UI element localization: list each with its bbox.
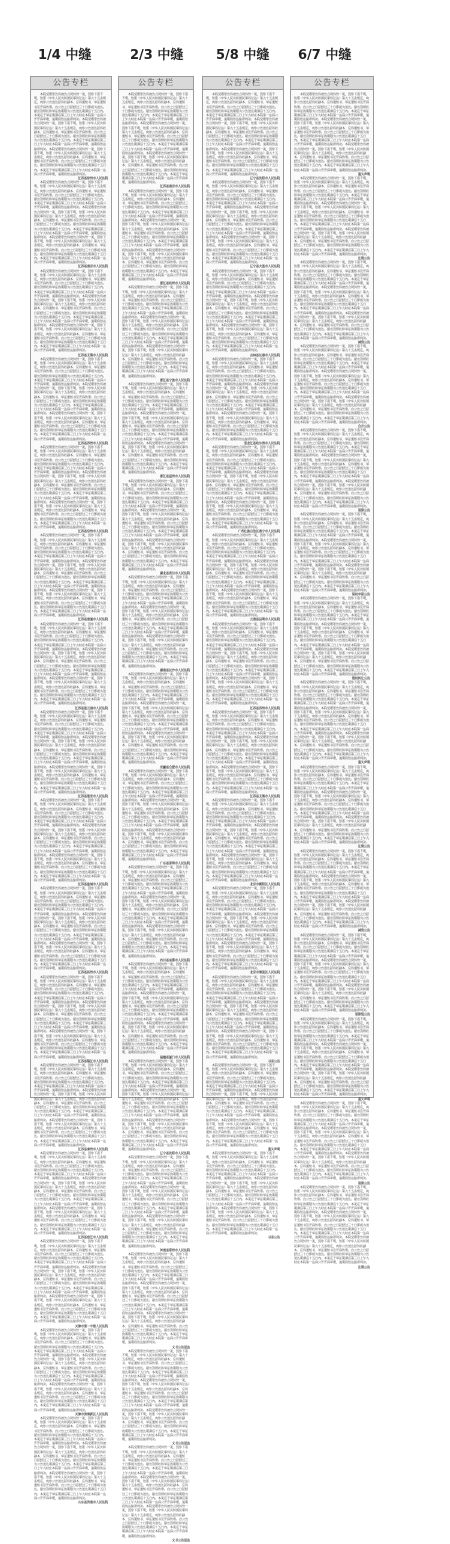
- notice-paragraph: 遗失声明: [357, 171, 370, 176]
- notice-text: 本院受理原告诉被告合同纠纷一案，因你下落不明，依照《中华人民共和国民事诉讼法》第九十五条规定，向你公告送达起诉状副本、应诉通知书、举证通知书及开庭传票。自公告之日起经过三十日即视为送达。提出答辩状和举证的期限为公告送达期满后十五日内。本案定于举证期满后第三日上午九时在本院第一法庭公开开庭审理，逾期将依法缺席判决。本院受理原告诉被告合同纠纷一案，因你下落不明，依照《中华人民共和国民事诉讼法》第九十五条规定，向你公告送达起诉状副本、应诉通知书、举证通知书及开庭传票。自公告之日起经过三十日即视为送达。提出答辩状和举证的期限为公告送达期满后十五日内。本案定于举证期满后第三日上午九时在本院第一法庭公开开庭审理，逾期将依法缺席判决。本院受理原告诉被告合同纠纷一案，因你下落不明，依照《中华人民共和国民事诉讼法》第九十五条规定，向你公告送达起诉状副本、应诉通知书、举证通知书及开庭传票。自公告之日起经过三十日即视为送达。提出答辩状和举证的期限为公告送达期满后十五日内。本案定于举证期满后第三日上午九时在本院第一法庭公开开庭审理，逾期将依法缺席判决。: [34, 709, 107, 794]
- notice-paragraph: 遗失声明: [357, 1096, 370, 1101]
- notice-paragraph: 寻亲公告: [267, 1235, 280, 1240]
- notice-paragraph: 江苏省盐城市人民法院: [77, 882, 108, 887]
- notice-paragraph: 浙江省杭州市人民法院: [159, 281, 190, 286]
- notice-text: 本院受理原告诉被告合同纠纷一案，因你下落不明，依照《中华人民共和国民事诉讼法》第九十五条规定，向你公告送达起诉状副本、应诉通知书、举证通知书及开庭传票。自公告之日起经过三十日即视为送达。提出答辩状和举证的期限为公告送达期满后十五日内。本案定于举证期满后第三日上午九时在本院第一法庭公开开庭审理，逾期将依法缺席判决。本院受理原告诉被告合同纠纷一案，因你下落不明，依照《中华人民共和国民事诉讼法》第九十五条规定，向你公告送达起诉状副本、应诉通知书、举证通知书及开庭传票。自公告之日起经过三十日即视为送达。提出答辩状和举证的期限为公告送达期满后十五日内。本案定于举证期满后第三日上午九时在本院第一法庭公开开庭审理，逾期将依法缺席判决。本院受理原告诉被告合同纠纷一案，因你下落不明，依照《中华人民共和国民事诉讼法》第九十五条规定，向你公告送达起诉状副本、应诉通知书、举证通知书及开庭传票。自公告之日起经过三十日即视为送达。提出答辩状和举证的期限为公告送达期满后十五日内。本案定于举证期满后第三日上午九时在本院第一法庭公开开庭审理，逾期将依法缺席判决。: [294, 1016, 370, 1097]
- notice-text: 本院受理原告诉被告合同纠纷一案，因你下落不明，依照《中华人民共和国民事诉讼法》第九十五条规定，向你公告送达起诉状副本、应诉通知书、举证通知书及开庭传票。自公告之日起经过三十日即视为送达。提出答辩状和举证的期限为公告送达期满后十五日内。本案定于举证期满后第三日上午九时在本院第一法庭公开开庭审理，逾期将依法缺席判决。本院受理原告诉被告合同纠纷一案，因你下落不明，依照《中华人民共和国民事诉讼法》第九十五条规定，向你公告送达起诉状副本、应诉通知书、举证通知书及开庭传票。自公告之日起经过三十日即视为送达。提出答辩状和举证的期限为公告送达期满后十五日内。本案定于举证期满后第三日上午九时在本院第一法庭公开开庭审理，逾期将依法缺席判决。本院受理原告诉被告合同纠纷一案，因你下落不明，依照《中华人民共和国民事诉讼法》第九十五条规定，向你公告送达起诉状副本、应诉通知书、举证通知书及开庭传票。自公告之日起经过三十日即视为送达。提出答辩状和举证的期限为公告送达期满后十五日内。本案定于举证期满后第三日上午九时在本院第一法庭公开开庭审理，逾期将依法缺席判决。: [294, 1100, 370, 1181]
- notice-paragraph: 遗失声明: [267, 1146, 280, 1151]
- notice-text: 本院受理原告诉被告合同纠纷一案，因你下落不明，依照《中华人民共和国民事诉讼法》第九十五条规定，向你公告送达起诉状副本、应诉通知书、举证通知书及开庭传票。自公告之日起经过三十日即视为送达。提出答辩状和举证的期限为公告送达期满后十五日内。本案定于举证期满后第三日上午九时在本院第一法庭公开开庭审理，逾期将依法缺席判决。本院受理原告诉被告合同纠纷一案，因你下落不明，依照《中华人民共和国民事诉讼法》第九十五条规定，向你公告送达起诉状副本、应诉通知书、举证通知书及开庭传票。自公告之日起经过三十日即视为送达。提出答辩状和举证的期限为公告送达期满后十五日内。本案定于举证期满后第三日上午九时在本院第一法庭公开开庭审理，逾期将依法缺席判决。本院受理原告诉被告合同纠纷一案，因你下落不明，依照《中华人民共和国民事诉讼法》第九十五条规定，向你公告送达起诉状副本、应诉通知书、举证通知书及开庭传票。自公告之日起经过三十日即视为送达。提出答辩状和举证的期限为公告送达期满后十五日内。本案定于举证期满后第三日上午九时在本院第一法庭公开开庭审理，逾期将依法缺席判决。: [294, 428, 370, 508]
- notice-paragraph: 清算公告: [357, 1180, 370, 1185]
- notice-paragraph: 江苏省镇江市人民法院: [77, 1058, 108, 1063]
- column-body: [119, 90, 193, 1544]
- notice-text: 本院受理原告诉被告合同纠纷一案，因你下落不明，依照《中华人民共和国民事诉讼法》第九十五条规定，向你公告送达起诉状副本、应诉通知书、举证通知书及开庭传票。自公告之日起经过三十日即视为送达。提出答辩状和举证的期限为公告送达期满后十五日内。本案定于举证期满后第三日上午九时在本院第一法庭公开开庭审理，逾期将依法缺席判决。本院受理原告诉被告合同纠纷一案，因你下落不明，依照《中华人民共和国民事诉讼法》第九十五条规定，向你公告送达起诉状副本、应诉通知书、举证通知书及开庭传票。自公告之日起经过三十日即视为送达。提出答辩状和举证的期限为公告送达期满后十五日内。本案定于举证期满后第三日上午九时在本院第一法庭公开开庭审理，逾期将依法缺席判决。本院受理原告诉被告合同纠纷一案，因你下落不明，依照《中华人民共和国民事诉讼法》第九十五条规定，向你公告送达起诉状副本、应诉通知书、举证通知书及开庭传票。自公告之日起经过三十日即视为送达。提出答辩状和举证的期限为公告送达期满后十五日内。本案定于举证期满后第三日上午九时在本院第一法庭公开开庭审理，逾期将依法缺席判决。: [122, 92, 190, 185]
- notice-paragraph: 辽宁省沈阳市人民法院: [159, 1151, 190, 1156]
- notice-text: 本院受理原告诉被告合同纠纷一案，因你下落不明，依照《中华人民共和国民事诉讼法》第九十五条规定，向你公告送达起诉状副本、应诉通知书、举证通知书及开庭传票。自公告之日起经过三十日即视为送达。提出答辩状和举证的期限为公告送达期满后十五日内。本案定于举证期满后第三日上午九时在本院第一法庭公开开庭审理，逾期将依法缺席判决。本院受理原告诉被告合同纠纷一案，因你下落不明，依照《中华人民共和国民事诉讼法》第九十五条规定，向你公告送达起诉状副本、应诉通知书、举证通知书及开庭传票。自公告之日起经过三十日即视为送达。提出答辩状和举证的期限为公告送达期满后十五日内。本案定于举证期满后第三日上午九时在本院第一法庭公开开庭审理，逾期将依法缺席判决。本院受理原告诉被告合同纠纷一案，因你下落不明，依照《中华人民共和国民事诉讼法》第九十五条规定，向你公告送达起诉状副本、应诉通知书、举证通知书及开庭传票。自公告之日起经过三十日即视为送达。提出答辩状和举证的期限为公告送达期满后十五日内。本案定于举证期满后第三日上午九时在本院第一法庭公开开庭审理，逾期将依法缺席判决。: [206, 974, 279, 1059]
- column-title-4: 6/7 中缝: [298, 48, 352, 63]
- notice-paragraph: 江苏省无锡市人民法院: [249, 793, 280, 798]
- notice-text: 本院受理原告诉被告合同纠纷一案，因你下落不明，依照《中华人民共和国民事诉讼法》第九十五条规定，向你公告送达起诉状副本、应诉通知书、举证通知书及开庭传票。自公告之日起经过三十日即视为送达。提出答辩状和举证的期限为公告送达期满后十五日内。本案定于举证期满后第三日上午九时在本院第一法庭公开开庭审理，逾期将依法缺席判决。本院受理原告诉被告合同纠纷一案，因你下落不明，依照《中华人民共和国民事诉讼法》第九十五条规定，向你公告送达起诉状副本、应诉通知书、举证通知书及开庭传票。自公告之日起经过三十日即视为送达。提出答辩状和举证的期限为公告送达期满后十五日内。本案定于举证期满后第三日上午九时在本院第一法庭公开开庭审理，逾期将依法缺席判决。本院受理原告诉被告合同纠纷一案，因你下落不明，依照《中华人民共和国民事诉讼法》第九十五条规定，向你公告送达起诉状副本、应诉通知书、举证通知书及开庭传票。自公告之日起经过三十日即视为送达。提出答辩状和举证的期限为公告送达期满后十五日内。本案定于举证期满后第三日上午九时在本院第一法庭公开开庭审理，逾期将依法缺席判决。: [34, 621, 107, 706]
- notice-paragraph: 江苏省连云港市人民法院: [74, 705, 108, 710]
- notice-column-3: [202, 76, 284, 1240]
- notice-text: 本院受理原告诉被告合同纠纷一案，因你下落不明，依照《中华人民共和国民事诉讼法》第九十五条规定，向你公告送达起诉状副本、应诉通知书、举证通知书及开庭传票。自公告之日起经过三十日即视为送达。提出答辩状和举证的期限为公告送达期满后十五日内。本案定于举证期满后第三日上午九时在本院第一法庭公开开庭审理，逾期将依法缺席判决。本院受理原告诉被告合同纠纷一案，因你下落不明，依照《中华人民共和国民事诉讼法》第九十五条规定，向你公告送达起诉状副本、应诉通知书、举证通知书及开庭传票。自公告之日起经过三十日即视为送达。提出答辩状和举证的期限为公告送达期满后十五日内。本案定于举证期满后第三日上午九时在本院第一法庭公开开庭审理，逾期将依法缺席判决。本院受理原告诉被告合同纠纷一案，因你下落不明，依照《中华人民共和国民事诉讼法》第九十五条规定，向你公告送达起诉状副本、应诉通知书、举证通知书及开庭传票。自公告之日起经过三十日即视为送达。提出答辩状和举证的期限为公告送达期满后十五日内。本案定于举证期满后第三日上午九时在本院第一法庭公开开庭审理，逾期将依法缺席判决。: [206, 798, 279, 882]
- notice-paragraph: 江苏省常州市人民法院: [77, 529, 108, 534]
- notice-text: 本院受理原告诉被告合同纠纷一案，因你下落不明，依照《中华人民共和国民事诉讼法》第九十五条规定，向你公告送达起诉状副本、应诉通知书、举证通知书及开庭传票。自公告之日起经过三十日即视为送达。提出答辩状和举证的期限为公告送达期满后十五日内。本案定于举证期满后第三日上午九时在本院第一法庭公开开庭审理，逾期将依法缺席判决。本院受理原告诉被告合同纠纷一案，因你下落不明，依照《中华人民共和国民事诉讼法》第九十五条规定，向你公告送达起诉状副本、应诉通知书、举证通知书及开庭传票。自公告之日起经过三十日即视为送达。提出答辩状和举证的期限为公告送达期满后十五日内。本案定于举证期满后第三日上午九时在本院第一法庭公开开庭审理，逾期将依法缺席判决。本院受理原告诉被告合同纠纷一案，因你下落不明，依照《中华人民共和国民事诉讼法》第九十五条规定，向你公告送达起诉状副本、应诉通知书、举证通知书及开庭传票。自公告之日起经过三十日即视为送达。提出答辩状和举证的期限为公告送达期满后十五日内。本案定于举证期满后第三日上午九时在本院第一法庭公开开庭审理，逾期将依法缺席判决。: [206, 709, 279, 794]
- notice-text: 本院受理原告诉被告合同纠纷一案，因你下落不明，依照《中华人民共和国民事诉讼法》第九十五条规定，向你公告送达起诉状副本、应诉通知书、举证通知书及开庭传票。自公告之日起经过三十日即视为送达。提出答辩状和举证的期限为公告送达期满后十五日内。本案定于举证期满后第三日上午九时在本院第一法庭公开开庭审理，逾期将依法缺席判决。本院受理原告诉被告合同纠纷一案，因你下落不明，依照《中华人民共和国民事诉讼法》第九十五条规定，向你公告送达起诉状副本、应诉通知书、举证通知书及开庭传票。自公告之日起经过三十日即视为送达。提出答辩状和举证的期限为公告送达期满后十五日内。本案定于举证期满后第三日上午九时在本院第一法庭公开开庭审理，逾期将依法缺席判决。本院受理原告诉被告合同纠纷一案，因你下落不明，依照《中华人民共和国民事诉讼法》第九十五条规定，向你公告送达起诉状副本、应诉通知书、举证通知书及开庭传票。自公告之日起经过三十日即视为送达。提出答辩状和举证的期限为公告送达期满后十五日内。本案定于举证期满后第三日上午九时在本院第一法庭公开开庭审理，逾期将依法缺席判决。: [294, 596, 370, 677]
- notice-text: 本院受理原告诉被告合同纠纷一案，因你下落不明，依照《中华人民共和国民事诉讼法》第九十五条规定，向你公告送达起诉状副本、应诉通知书、举证通知书及开庭传票。自公告之日起经过三十日即视为送达。提出答辩状和举证的期限为公告送达期满后十五日内。本案定于举证期满后第三日上午九时在本院第一法庭公开开庭审理，逾期将依法缺席判决。本院受理原告诉被告合同纠纷一案，因你下落不明，依照《中华人民共和国民事诉讼法》第九十五条规定，向你公告送达起诉状副本、应诉通知书、举证通知书及开庭传票。自公告之日起经过三十日即视为送达。提出答辩状和举证的期限为公告送达期满后十五日内。本案定于举证期满后第三日上午九时在本院第一法庭公开开庭审理，逾期将依法缺席判决。本院受理原告诉被告合同纠纷一案，因你下落不明，依照《中华人民共和国民事诉讼法》第九十五条规定，向你公告送达起诉状副本、应诉通知书、举证通知书及开庭传票。自公告之日起经过三十日即视为送达。提出答辩状和举证的期限为公告送达期满后十五日内。本案定于举证期满后第三日上午九时在本院第一法庭公开开庭审理，逾期将依法缺席判决。: [34, 533, 107, 618]
- notice-paragraph: 黑龙江省哈尔滨市人民法院: [243, 440, 280, 445]
- notice-paragraph: 山东省济南市人民法院: [77, 1500, 108, 1505]
- notice-text: 本院受理原告诉被告合同纠纷一案，因你下落不明，依照《中华人民共和国民事诉讼法》第九十五条规定，向你公告送达起诉状副本、应诉通知书、举证通知书及开庭传票。自公告之日起经过三十日即视为送达。提出答辩状和举证的期限为公告送达期满后十五日内。本案定于举证期满后第三日上午九时在本院第一法庭公开开庭审理，逾期将依法缺席判决。本院受理原告诉被告合同纠纷一案，因你下落不明，依照《中华人民共和国民事诉讼法》第九十五条规定，向你公告送达起诉状副本、应诉通知书、举证通知书及开庭传票。自公告之日起经过三十日即视为送达。提出答辩状和举证的期限为公告送达期满后十五日内。本案定于举证期满后第三日上午九时在本院第一法庭公开开庭审理，逾期将依法缺席判决。本院受理原告诉被告合同纠纷一案，因你下落不明，依照《中华人民共和国民事诉讼法》第九十五条规定，向你公告送达起诉状副本、应诉通知书、举证通知书及开庭传票。自公告之日起经过三十日即视为送达。提出答辩状和举证的期限为公告送达期满后十五日内。本案定于举证期满后第三日上午九时在本院第一法庭公开开庭审理，逾期将依法缺席判决。: [34, 1415, 107, 1500]
- notice-text: 本院受理原告诉被告合同纠纷一案，因你下落不明，依照《中华人民共和国民事诉讼法》第九十五条规定，向你公告送达起诉状副本、应诉通知书、举证通知书及开庭传票。自公告之日起经过三十日即视为送达。提出答辩状和举证的期限为公告送达期满后十五日内。本案定于举证期满后第三日上午九时在本院第一法庭公开开庭审理，逾期将依法缺席判决。本院受理原告诉被告合同纠纷一案，因你下落不明，依照《中华人民共和国民事诉讼法》第九十五条规定，向你公告送达起诉状副本、应诉通知书、举证通知书及开庭传票。自公告之日起经过三十日即视为送达。提出答辩状和举证的期限为公告送达期满后十五日内。本案定于举证期满后第三日上午九时在本院第一法庭公开开庭审理，逾期将依法缺席判决。本院受理原告诉被告合同纠纷一案，因你下落不明，依照《中华人民共和国民事诉讼法》第九十五条规定，向你公告送达起诉状副本、应诉通知书、举证通知书及开庭传票。自公告之日起经过三十日即视为送达。提出答辩状和举证的期限为公告送达期满后十五日内。本案定于举证期满后第三日上午九时在本院第一法庭公开开庭审理，逾期将依法缺席判决。: [122, 575, 190, 668]
- notice-text: 本院受理原告诉被告合同纠纷一案，因你下落不明，依照《中华人民共和国民事诉讼法》第九十五条规定，向你公告送达起诉状副本、应诉通知书、举证通知书及开庭传票。自公告之日起经过三十日即视为送达。提出答辩状和举证的期限为公告送达期满后十五日内。本案定于举证期满后第三日上午九时在本院第一法庭公开开庭审理，逾期将依法缺席判决。本院受理原告诉被告合同纠纷一案，因你下落不明，依照《中华人民共和国民事诉讼法》第九十五条规定，向你公告送达起诉状副本、应诉通知书、举证通知书及开庭传票。自公告之日起经过三十日即视为送达。提出答辩状和举证的期限为公告送达期满后十五日内。本案定于举证期满后第三日上午九时在本院第一法庭公开开庭审理，逾期将依法缺席判决。本院受理原告诉被告合同纠纷一案，因你下落不明，依照《中华人民共和国民事诉讼法》第九十五条规定，向你公告送达起诉状副本、应诉通知书、举证通知书及开庭传票。自公告之日起经过三十日即视为送达。提出答辩状和举证的期限为公告送达期满后十五日内。本案定于举证期满后第三日上午九时在本院第一法庭公开开庭审理，逾期将依法缺席判决。: [122, 865, 190, 958]
- column-title-1: 1/4 中缝: [38, 48, 92, 63]
- notice-text: 本院受理原告诉被告合同纠纷一案，因你下落不明，依照《中华人民共和国民事诉讼法》第九十五条规定，向你公告送达起诉状副本、应诉通知书、举证通知书及开庭传票。自公告之日起经过三十日即视为送达。提出答辩状和举证的期限为公告送达期满后十五日内。本案定于举证期满后第三日上午九时在本院第一法庭公开开庭审理，逾期将依法缺席判决。本院受理原告诉被告合同纠纷一案，因你下落不明，依照《中华人民共和国民事诉讼法》第九十五条规定，向你公告送达起诉状副本、应诉通知书、举证通知书及开庭传票。自公告之日起经过三十日即视为送达。提出答辩状和举证的期限为公告送达期满后十五日内。本案定于举证期满后第三日上午九时在本院第一法庭公开开庭审理，逾期将依法缺席判决。本院受理原告诉被告合同纠纷一案，因你下落不明，依照《中华人民共和国民事诉讼法》第九十五条规定，向你公告送达起诉状副本、应诉通知书、举证通知书及开庭传票。自公告之日起经过三十日即视为送达。提出答辩状和举证的期限为公告送达期满后十五日内。本案定于举证期满后第三日上午九时在本院第一法庭公开开庭审理，逾期将依法缺席判决。: [122, 382, 190, 475]
- notice-text: 本院受理原告诉被告合同纠纷一案，因你下落不明，依照《中华人民共和国民事诉讼法》第九十五条规定，向你公告送达起诉状副本、应诉通知书、举证通知书及开庭传票。自公告之日起经过三十日即视为送达。提出答辩状和举证的期限为公告送达期满后十五日内。本案定于举证期满后第三日上午九时在本院第一法庭公开开庭审理，逾期将依法缺席判决。本院受理原告诉被告合同纠纷一案，因你下落不明，依照《中华人民共和国民事诉讼法》第九十五条规定，向你公告送达起诉状副本、应诉通知书、举证通知书及开庭传票。自公告之日起经过三十日即视为送达。提出答辩状和举证的期限为公告送达期满后十五日内。本案定于举证期满后第三日上午九时在本院第一法庭公开开庭审理，逾期将依法缺席判决。本院受理原告诉被告合同纠纷一案，因你下落不明，依照《中华人民共和国民事诉讼法》第九十五条规定，向你公告送达起诉状副本、应诉通知书、举证通知书及开庭传票。自公告之日起经过三十日即视为送达。提出答辩状和举证的期限为公告送达期满后十五日内。本案定于举证期满后第三日上午九时在本院第一法庭公开开庭审理，逾期将依法缺席判决。: [206, 533, 279, 618]
- notice-paragraph: 减资公告: [357, 339, 370, 344]
- notice-paragraph: 北京市朝阳区人民法院: [249, 882, 280, 887]
- notice-paragraph: 清算公告: [357, 508, 370, 513]
- notice-text: 本院受理原告诉被告合同纠纷一案，因你下落不明，依照《中华人民共和国民事诉讼法》第九十五条规定，向你公告送达起诉状副本、应诉通知书、举证通知书及开庭传票。自公告之日起经过三十日即视为送达。提出答辩状和举证的期限为公告送达期满后十五日内。本案定于举证期满后第三日上午九时在本院第一法庭公开开庭审理，逾期将依法缺席判决。本院受理原告诉被告合同纠纷一案，因你下落不明，依照《中华人民共和国民事诉讼法》第九十五条规定，向你公告送达起诉状副本、应诉通知书、举证通知书及开庭传票。自公告之日起经过三十日即视为送达。提出答辩状和举证的期限为公告送达期满后十五日内。本案定于举证期满后第三日上午九时在本院第一法庭公开开庭审理，逾期将依法缺席判决。本院受理原告诉被告合同纠纷一案，因你下落不明，依照《中华人民共和国民事诉讼法》第九十五条规定，向你公告送达起诉状副本、应诉通知书、举证通知书及开庭传票。自公告之日起经过三十日即视为送达。提出答辩状和举证的期限为公告送达期满后十五日内。本案定于举证期满后第三日上午九时在本院第一法庭公开开庭审理，逾期将依法缺席判决。: [294, 680, 370, 761]
- notice-text: 本院受理原告诉被告合同纠纷一案，因你下落不明，依照《中华人民共和国民事诉讼法》第九十五条规定，向你公告送达起诉状副本、应诉通知书、举证通知书及开庭传票。自公告之日起经过三十日即视为送达。提出答辩状和举证的期限为公告送达期满后十五日内。本案定于举证期满后第三日上午九时在本院第一法庭公开开庭审理，逾期将依法缺席判决。本院受理原告诉被告合同纠纷一案，因你下落不明，依照《中华人民共和国民事诉讼法》第九十五条规定，向你公告送达起诉状副本、应诉通知书、举证通知书及开庭传票。自公告之日起经过三十日即视为送达。提出答辩状和举证的期限为公告送达期满后十五日内。本案定于举证期满后第三日上午九时在本院第一法庭公开开庭审理，逾期将依法缺席判决。本院受理原告诉被告合同纠纷一案，因你下落不明，依照《中华人民共和国民事诉讼法》第九十五条规定，向你公告送达起诉状副本、应诉通知书、举证通知书及开庭传票。自公告之日起经过三十日即视为送达。提出答辩状和举证的期限为公告送达期满后十五日内。本案定于举证期满后第三日上午九时在本院第一法庭公开开庭审理，逾期将依法缺席判决。: [122, 285, 190, 378]
- notice-text: 本院受理原告诉被告合同纠纷一案，因你下落不明，依照《中华人民共和国民事诉讼法》第九十五条规定，向你公告送达起诉状副本、应诉通知书、举证通知书及开庭传票。自公告之日起经过三十日即视为送达。提出答辩状和举证的期限为公告送达期满后十五日内。本案定于举证期满后第三日上午九时在本院第一法庭公开开庭审理，逾期将依法缺席判决。本院受理原告诉被告合同纠纷一案，因你下落不明，依照《中华人民共和国民事诉讼法》第九十五条规定，向你公告送达起诉状副本、应诉通知书、举证通知书及开庭传票。自公告之日起经过三十日即视为送达。提出答辩状和举证的期限为公告送达期满后十五日内。本案定于举证期满后第三日上午九时在本院第一法庭公开开庭审理，逾期将依法缺席判决。本院受理原告诉被告合同纠纷一案，因你下落不明，依照《中华人民共和国民事诉讼法》第九十五条规定，向你公告送达起诉状副本、应诉通知书、举证通知书及开庭传票。自公告之日起经过三十日即视为送达。提出答辩状和举证的期限为公告送达期满后十五日内。本案定于举证期满后第三日上午九时在本院第一法庭公开开庭审理，逾期将依法缺席判决。: [122, 1252, 190, 1345]
- notice-text: 本院受理原告诉被告合同纠纷一案，因你下落不明，依照《中华人民共和国民事诉讼法》第九十五条规定，向你公告送达起诉状副本、应诉通知书、举证通知书及开庭传票。自公告之日起经过三十日即视为送达。提出答辩状和举证的期限为公告送达期满后十五日内。本案定于举证期满后第三日上午九时在本院第一法庭公开开庭审理，逾期将依法缺席判决。本院受理原告诉被告合同纠纷一案，因你下落不明，依照《中华人民共和国民事诉讼法》第九十五条规定，向你公告送达起诉状副本、应诉通知书、举证通知书及开庭传票。自公告之日起经过三十日即视为送达。提出答辩状和举证的期限为公告送达期满后十五日内。本案定于举证期满后第三日上午九时在本院第一法庭公开开庭审理，逾期将依法缺席判决。本院受理原告诉被告合同纠纷一案，因你下落不明，依照《中华人民共和国民事诉讼法》第九十五条规定，向你公告送达起诉状副本、应诉通知书、举证通知书及开庭传票。自公告之日起经过三十日即视为送达。提出答辩状和举证的期限为公告送达期满后十五日内。本案定于举证期满后第三日上午九时在本院第一法庭公开开庭审理，逾期将依法缺席判决。: [34, 445, 107, 529]
- notice-paragraph: 文书公告送达: [171, 1344, 190, 1349]
- notice-paragraph: 债权申报公告: [351, 592, 370, 597]
- notice-paragraph: 注销公告: [357, 844, 370, 849]
- notice-text: 本院受理原告诉被告合同纠纷一案，因你下落不明，依照《中华人民共和国民事诉讼法》第九十五条规定，向你公告送达起诉状副本、应诉通知书、举证通知书及开庭传票。自公告之日起经过三十日即视为送达。提出答辩状和举证的期限为公告送达期满后十五日内。本案定于举证期满后第三日上午九时在本院第一法庭公开开庭审理，逾期将依法缺席判决。本院受理原告诉被告合同纠纷一案，因你下落不明，依照《中华人民共和国民事诉讼法》第九十五条规定，向你公告送达起诉状副本、应诉通知书、举证通知书及开庭传票。自公告之日起经过三十日即视为送达。提出答辩状和举证的期限为公告送达期满后十五日内。本案定于举证期满后第三日上午九时在本院第一法庭公开开庭审理，逾期将依法缺席判决。本院受理原告诉被告合同纠纷一案，因你下落不明，依照《中华人民共和国民事诉讼法》第九十五条规定，向你公告送达起诉状副本、应诉通知书、举证通知书及开庭传票。自公告之日起经过三十日即视为送达。提出答辩状和举证的期限为公告送达期满后十五日内。本案定于举证期满后第三日上午九时在本院第一法庭公开开庭审理，逾期将依法缺席判决。: [34, 1151, 107, 1236]
- notice-text: 本院受理原告诉被告合同纠纷一案，因你下落不明，依照《中华人民共和国民事诉讼法》第九十五条规定，向你公告送达起诉状副本、应诉通知书、举证通知书及开庭传票。自公告之日起经过三十日即视为送达。提出答辩状和举证的期限为公告送达期满后十五日内。本案定于举证期满后第三日上午九时在本院第一法庭公开开庭审理，逾期将依法缺席判决。本院受理原告诉被告合同纠纷一案，因你下落不明，依照《中华人民共和国民事诉讼法》第九十五条规定，向你公告送达起诉状副本、应诉通知书、举证通知书及开庭传票。自公告之日起经过三十日即视为送达。提出答辩状和举证的期限为公告送达期满后十五日内。本案定于举证期满后第三日上午九时在本院第一法庭公开开庭审理，逾期将依法缺席判决。本院受理原告诉被告合同纠纷一案，因你下落不明，依照《中华人民共和国民事诉讼法》第九十五条规定，向你公告送达起诉状副本、应诉通知书、举证通知书及开庭传票。自公告之日起经过三十日即视为送达。提出答辩状和举证的期限为公告送达期满后十五日内。本案定于举证期满后第三日上午九时在本院第一法庭公开开庭审理，逾期将依法缺席判决。: [294, 260, 370, 340]
- column-header: 公告专栏: [31, 77, 111, 90]
- notice-paragraph: 寻亲公告: [267, 1058, 280, 1063]
- notice-text: 本院受理原告诉被告合同纠纷一案，因你下落不明，依照《中华人民共和国民事诉讼法》第九十五条规定，向你公告送达起诉状副本、应诉通知书、举证通知书及开庭传票。自公告之日起经过三十日即视为送达。提出答辩状和举证的期限为公告送达期满后十五日内。本案定于举证期满后第三日上午九时在本院第一法庭公开开庭审理，逾期将依法缺席判决。本院受理原告诉被告合同纠纷一案，因你下落不明，依照《中华人民共和国民事诉讼法》第九十五条规定，向你公告送达起诉状副本、应诉通知书、举证通知书及开庭传票。自公告之日起经过三十日即视为送达。提出答辩状和举证的期限为公告送达期满后十五日内。本案定于举证期满后第三日上午九时在本院第一法庭公开开庭审理，逾期将依法缺席判决。本院受理原告诉被告合同纠纷一案，因你下落不明，依照《中华人民共和国民事诉讼法》第九十五条规定，向你公告送达起诉状副本、应诉通知书、举证通知书及开庭传票。自公告之日起经过三十日即视为送达。提出答辩状和举证的期限为公告送达期满后十五日内。本案定于举证期满后第三日上午九时在本院第一法庭公开开庭审理，逾期将依法缺席判决。: [34, 798, 107, 882]
- notice-paragraph: 江苏省苏州市人民法院: [249, 705, 280, 710]
- column-header: 公告专栏: [203, 77, 283, 90]
- notice-paragraph: 文书公告送达: [171, 1537, 190, 1542]
- column-body: [31, 90, 111, 1506]
- notice-paragraph: 文书公告送达: [171, 1441, 190, 1446]
- notice-column-4: [290, 76, 374, 1269]
- notice-paragraph: 浙江省温州市人民法院: [159, 474, 190, 479]
- notice-text: 本院受理原告诉被告合同纠纷一案，因你下落不明，依照《中华人民共和国民事诉讼法》第九十五条规定，向你公告送达起诉状副本、应诉通知书、举证通知书及开庭传票。自公告之日起经过三十日即视为送达。提出答辩状和举证的期限为公告送达期满后十五日内。本案定于举证期满后第三日上午九时在本院第一法庭公开开庭审理，逾期将依法缺席判决。本院受理原告诉被告合同纠纷一案，因你下落不明，依照《中华人民共和国民事诉讼法》第九十五条规定，向你公告送达起诉状副本、应诉通知书、举证通知书及开庭传票。自公告之日起经过三十日即视为送达。提出答辩状和举证的期限为公告送达期满后十五日内。本案定于举证期满后第三日上午九时在本院第一法庭公开开庭审理，逾期将依法缺席判决。本院受理原告诉被告合同纠纷一案，因你下落不明，依照《中华人民共和国民事诉讼法》第九十五条规定，向你公告送达起诉状副本、应诉通知书、举证通知书及开庭传票。自公告之日起经过三十日即视为送达。提出答辩状和举证的期限为公告送达期满后十五日内。本案定于举证期满后第三日上午九时在本院第一法庭公开开庭审理，逾期将依法缺席判决。: [122, 962, 190, 1055]
- notice-paragraph: 江苏省苏州市人民法院: [77, 440, 108, 445]
- notice-text: 本院受理原告诉被告合同纠纷一案，因你下落不明，依照《中华人民共和国民事诉讼法》第九十五条规定，向你公告送达起诉状副本、应诉通知书、举证通知书及开庭传票。自公告之日起经过三十日即视为送达。提出答辩状和举证的期限为公告送达期满后十五日内。本案定于举证期满后第三日上午九时在本院第一法庭公开开庭审理，逾期将依法缺席判决。本院受理原告诉被告合同纠纷一案，因你下落不明，依照《中华人民共和国民事诉讼法》第九十五条规定，向你公告送达起诉状副本、应诉通知书、举证通知书及开庭传票。自公告之日起经过三十日即视为送达。提出答辩状和举证的期限为公告送达期满后十五日内。本案定于举证期满后第三日上午九时在本院第一法庭公开开庭审理，逾期将依法缺席判决。本院受理原告诉被告合同纠纷一案，因你下落不明，依照《中华人民共和国民事诉讼法》第九十五条规定，向你公告送达起诉状副本、应诉通知书、举证通知书及开庭传票。自公告之日起经过三十日即视为送达。提出答辩状和举证的期限为公告送达期满后十五日内。本案定于举证期满后第三日上午九时在本院第一法庭公开开庭审理，逾期将依法缺席判决。: [206, 268, 279, 353]
- notice-text: 本院受理原告诉被告合同纠纷一案，因你下落不明，依照《中华人民共和国民事诉讼法》第九十五条规定，向你公告送达起诉状副本、应诉通知书、举证通知书及开庭传票。自公告之日起经过三十日即视为送达。提出答辩状和举证的期限为公告送达期满后十五日内。本案定于举证期满后第三日上午九时在本院第一法庭公开开庭审理，逾期将依法缺席判决。本院受理原告诉被告合同纠纷一案，因你下落不明，依照《中华人民共和国民事诉讼法》第九十五条规定，向你公告送达起诉状副本、应诉通知书、举证通知书及开庭传票。自公告之日起经过三十日即视为送达。提出答辩状和举证的期限为公告送达期满后十五日内。本案定于举证期满后第三日上午九时在本院第一法庭公开开庭审理，逾期将依法缺席判决。本院受理原告诉被告合同纠纷一案，因你下落不明，依照《中华人民共和国民事诉讼法》第九十五条规定，向你公告送达起诉状副本、应诉通知书、举证通知书及开庭传票。自公告之日起经过三十日即视为送达。提出答辩状和举证的期限为公告送达期满后十五日内。本案定于举证期满后第三日上午九时在本院第一法庭公开开庭审理，逾期将依法缺席判决。: [206, 886, 279, 971]
- notice-paragraph: 注销公告: [357, 1264, 370, 1269]
- column-title-3: 5/8 中缝: [216, 48, 270, 63]
- notice-paragraph: 安徽省合肥市人民法院: [159, 764, 190, 769]
- notice-paragraph: 广东省深圳市人民法院: [159, 861, 190, 866]
- notice-paragraph: 天津市滨海新区人民法院: [74, 1411, 108, 1416]
- notice-text: 本院受理原告诉被告合同纠纷一案，因你下落不明，依照《中华人民共和国民事诉讼法》第九十五条规定，向你公告送达起诉状副本、应诉通知书、举证通知书及开庭传票。自公告之日起经过三十日即视为送达。提出答辩状和举证的期限为公告送达期满后十五日内。本案定于举证期满后第三日上午九时在本院第一法庭公开开庭审理，逾期将依法缺席判决。本院受理原告诉被告合同纠纷一案，因你下落不明，依照《中华人民共和国民事诉讼法》第九十五条规定，向你公告送达起诉状副本、应诉通知书、举证通知书及开庭传票。自公告之日起经过三十日即视为送达。提出答辩状和举证的期限为公告送达期满后十五日内。本案定于举证期满后第三日上午九时在本院第一法庭公开开庭审理，逾期将依法缺席判决。本院受理原告诉被告合同纠纷一案，因你下落不明，依照《中华人民共和国民事诉讼法》第九十五条规定，向你公告送达起诉状副本、应诉通知书、举证通知书及开庭传票。自公告之日起经过三十日即视为送达。提出答辩状和举证的期限为公告送达期满后十五日内。本案定于举证期满后第三日上午九时在本院第一法庭公开开庭审理，逾期将依法缺席判决。: [294, 176, 370, 256]
- column-body: [291, 90, 373, 1271]
- notice-text: 本院受理原告诉被告合同纠纷一案，因你下落不明，依照《中华人民共和国民事诉讼法》第九十五条规定，向你公告送达起诉状副本、应诉通知书、举证通知书及开庭传票。自公告之日起经过三十日即视为送达。提出答辩状和举证的期限为公告送达期满后十五日内。本案定于举证期满后第三日上午九时在本院第一法庭公开开庭审理，逾期将依法缺席判决。本院受理原告诉被告合同纠纷一案，因你下落不明，依照《中华人民共和国民事诉讼法》第九十五条规定，向你公告送达起诉状副本、应诉通知书、举证通知书及开庭传票。自公告之日起经过三十日即视为送达。提出答辩状和举证的期限为公告送达期满后十五日内。本案定于举证期满后第三日上午九时在本院第一法庭公开开庭审理，逾期将依法缺席判决。本院受理原告诉被告合同纠纷一案，因你下落不明，依照《中华人民共和国民事诉讼法》第九十五条规定，向你公告送达起诉状副本、应诉通知书、举证通知书及开庭传票。自公告之日起经过三十日即视为送达。提出答辩状和举证的期限为公告送达期满后十五日内。本案定于举证期满后第三日上午九时在本院第一法庭公开开庭审理，逾期将依法缺席判决。: [122, 1155, 190, 1248]
- notice-paragraph: 湖北省武汉市人民法院: [159, 571, 190, 576]
- notice-paragraph: 辽宁省沈阳市人民法院: [249, 176, 280, 181]
- notice-text: 本院受理原告诉被告合同纠纷一案，因你下落不明，依照《中华人民共和国民事诉讼法》第九十五条规定，向你公告送达起诉状副本、应诉通知书、举证通知书及开庭传票。自公告之日起经过三十日即视为送达。提出答辩状和举证的期限为公告送达期满后十五日内。本案定于举证期满后第三日上午九时在本院第一法庭公开开庭审理，逾期将依法缺席判决。本院受理原告诉被告合同纠纷一案，因你下落不明，依照《中华人民共和国民事诉讼法》第九十五条规定，向你公告送达起诉状副本、应诉通知书、举证通知书及开庭传票。自公告之日起经过三十日即视为送达。提出答辩状和举证的期限为公告送达期满后十五日内。本案定于举证期满后第三日上午九时在本院第一法庭公开开庭审理，逾期将依法缺席判决。本院受理原告诉被告合同纠纷一案，因你下落不明，依照《中华人民共和国民事诉讼法》第九十五条规定，向你公告送达起诉状副本、应诉通知书、举证通知书及开庭传票。自公告之日起经过三十日即视为送达。提出答辩状和举证的期限为公告送达期满后十五日内。本案定于举证期满后第三日上午九时在本院第一法庭公开开庭审理，逾期将依法缺席判决。: [206, 1062, 279, 1147]
- notice-text: 本院受理原告诉被告合同纠纷一案，因你下落不明，依照《中华人民共和国民事诉讼法》第九十五条规定，向你公告送达起诉状副本、应诉通知书、举证通知书及开庭传票。自公告之日起经过三十日即视为送达。提出答辩状和举证的期限为公告送达期满后十五日内。本案定于举证期满后第三日上午九时在本院第一法庭公开开庭审理，逾期将依法缺席判决。本院受理原告诉被告合同纠纷一案，因你下落不明，依照《中华人民共和国民事诉讼法》第九十五条规定，向你公告送达起诉状副本、应诉通知书、举证通知书及开庭传票。自公告之日起经过三十日即视为送达。提出答辩状和举证的期限为公告送达期满后十五日内。本案定于举证期满后第三日上午九时在本院第一法庭公开开庭审理，逾期将依法缺席判决。本院受理原告诉被告合同纠纷一案，因你下落不明，依照《中华人民共和国民事诉讼法》第九十五条规定，向你公告送达起诉状副本、应诉通知书、举证通知书及开庭传票。自公告之日起经过三十日即视为送达。提出答辩状和举证的期限为公告送达期满后十五日内。本案定于举证期满后第三日上午九时在本院第一法庭公开开庭审理，逾期将依法缺席判决。: [122, 1445, 190, 1538]
- notice-text: 本院受理原告诉被告合同纠纷一案，因你下落不明，依照《中华人民共和国民事诉讼法》第九十五条规定，向你公告送达起诉状副本、应诉通知书、举证通知书及开庭传票。自公告之日起经过三十日即视为送达。提出答辩状和举证的期限为公告送达期满后十五日内。本案定于举证期满后第三日上午九时在本院第一法庭公开开庭审理，逾期将依法缺席判决。本院受理原告诉被告合同纠纷一案，因你下落不明，依照《中华人民共和国民事诉讼法》第九十五条规定，向你公告送达起诉状副本、应诉通知书、举证通知书及开庭传票。自公告之日起经过三十日即视为送达。提出答辩状和举证的期限为公告送达期满后十五日内。本案定于举证期满后第三日上午九时在本院第一法庭公开开庭审理，逾期将依法缺席判决。本院受理原告诉被告合同纠纷一案，因你下落不明，依照《中华人民共和国民事诉讼法》第九十五条规定，向你公告送达起诉状副本、应诉通知书、举证通知书及开庭传票。自公告之日起经过三十日即视为送达。提出答辩状和举证的期限为公告送达期满后十五日内。本案定于举证期满后第三日上午九时在本院第一法庭公开开庭审理，逾期将依法缺席判决。: [206, 1151, 279, 1236]
- notice-paragraph: 北京市海淀区人民法院: [249, 970, 280, 975]
- notice-paragraph: 注销公告: [357, 255, 370, 260]
- notice-text: 本院受理原告诉被告合同纠纷一案，因你下落不明，依照《中华人民共和国民事诉讼法》第九十五条规定，向你公告送达起诉状副本、应诉通知书、举证通知书及开庭传票。自公告之日起经过三十日即视为送达。提出答辩状和举证的期限为公告送达期满后十五日内。本案定于举证期满后第三日上午九时在本院第一法庭公开开庭审理，逾期将依法缺席判决。本院受理原告诉被告合同纠纷一案，因你下落不明，依照《中华人民共和国民事诉讼法》第九十五条规定，向你公告送达起诉状副本、应诉通知书、举证通知书及开庭传票。自公告之日起经过三十日即视为送达。提出答辩状和举证的期限为公告送达期满后十五日内。本案定于举证期满后第三日上午九时在本院第一法庭公开开庭审理，逾期将依法缺席判决。本院受理原告诉被告合同纠纷一案，因你下落不明，依照《中华人民共和国民事诉讼法》第九十五条规定，向你公告送达起诉状副本、应诉通知书、举证通知书及开庭传票。自公告之日起经过三十日即视为送达。提出答辩状和举证的期限为公告送达期满后十五日内。本案定于举证期满后第三日上午九时在本院第一法庭公开开庭审理，逾期将依法缺席判决。: [206, 621, 279, 706]
- notice-paragraph: 江苏省扬州市人民法院: [77, 970, 108, 975]
- notice-paragraph: 湖南省长沙市人民法院: [159, 667, 190, 672]
- notice-paragraph: 江苏省南京市人民法院: [159, 184, 190, 189]
- notice-paragraph: 江苏省泰州市人民法院: [77, 1146, 108, 1151]
- notice-paragraph: 江苏省无锡市人民法院: [77, 352, 108, 357]
- notice-paragraph: 遗失声明: [357, 760, 370, 765]
- notice-paragraph: 四川省成都市人民法院: [159, 957, 190, 962]
- notice-text: 本院受理原告诉被告合同纠纷一案，因你下落不明，依照《中华人民共和国民事诉讼法》第九十五条规定，向你公告送达起诉状副本、应诉通知书、举证通知书及开庭传票。自公告之日起经过三十日即视为送达。提出答辩状和举证的期限为公告送达期满后十五日内。本案定于举证期满后第三日上午九时在本院第一法庭公开开庭审理，逾期将依法缺席判决。本院受理原告诉被告合同纠纷一案，因你下落不明，依照《中华人民共和国民事诉讼法》第九十五条规定，向你公告送达起诉状副本、应诉通知书、举证通知书及开庭传票。自公告之日起经过三十日即视为送达。提出答辩状和举证的期限为公告送达期满后十五日内。本案定于举证期满后第三日上午九时在本院第一法庭公开开庭审理，逾期将依法缺席判决。本院受理原告诉被告合同纠纷一案，因你下落不明，依照《中华人民共和国民事诉讼法》第九十五条规定，向你公告送达起诉状副本、应诉通知书、举证通知书及开庭传票。自公告之日起经过三十日即视为送达。提出答辩状和举证的期限为公告送达期满后十五日内。本案定于举证期满后第三日上午九时在本院第一法庭公开开庭审理，逾期将依法缺席判决。: [294, 848, 370, 929]
- notice-paragraph: 福建省厦门市人民法院: [159, 1054, 190, 1059]
- notice-text: 本院受理原告诉被告合同纠纷一案，因你下落不明，依照《中华人民共和国民事诉讼法》第九十五条规定，向你公告送达起诉状副本、应诉通知书、举证通知书及开庭传票。自公告之日起经过三十日即视为送达。提出答辩状和举证的期限为公告送达期满后十五日内。本案定于举证期满后第三日上午九时在本院第一法庭公开开庭审理，逾期将依法缺席判决。本院受理原告诉被告合同纠纷一案，因你下落不明，依照《中华人民共和国民事诉讼法》第九十五条规定，向你公告送达起诉状副本、应诉通知书、举证通知书及开庭传票。自公告之日起经过三十日即视为送达。提出答辩状和举证的期限为公告送达期满后十五日内。本案定于举证期满后第三日上午九时在本院第一法庭公开开庭审理，逾期将依法缺席判决。本院受理原告诉被告合同纠纷一案，因你下落不明，依照《中华人民共和国民事诉讼法》第九十五条规定，向你公告送达起诉状副本、应诉通知书、举证通知书及开庭传票。自公告之日起经过三十日即视为送达。提出答辩状和举证的期限为公告送达期满后十五日内。本案定于举证期满后第三日上午九时在本院第一法庭公开开庭审理，逾期将依法缺席判决。: [122, 768, 190, 861]
- notice-text: 本院受理原告诉被告合同纠纷一案，因你下落不明，依照《中华人民共和国民事诉讼法》第九十五条规定，向你公告送达起诉状副本、应诉通知书、举证通知书及开庭传票。自公告之日起经过三十日即视为送达。提出答辩状和举证的期限为公告送达期满后十五日内。本案定于举证期满后第三日上午九时在本院第一法庭公开开庭审理，逾期将依法缺席判决。本院受理原告诉被告合同纠纷一案，因你下落不明，依照《中华人民共和国民事诉讼法》第九十五条规定，向你公告送达起诉状副本、应诉通知书、举证通知书及开庭传票。自公告之日起经过三十日即视为送达。提出答辩状和举证的期限为公告送达期满后十五日内。本案定于举证期满后第三日上午九时在本院第一法庭公开开庭审理，逾期将依法缺席判决。本院受理原告诉被告合同纠纷一案，因你下落不明，依照《中华人民共和国民事诉讼法》第九十五条规定，向你公告送达起诉状副本、应诉通知书、举证通知书及开庭传票。自公告之日起经过三十日即视为送达。提出答辩状和举证的期限为公告送达期满后十五日内。本案定于举证期满后第三日上午九时在本院第一法庭公开开庭审理，逾期将依法缺席判决。: [34, 356, 107, 441]
- notice-paragraph: 江苏省南通市人民法院: [77, 617, 108, 622]
- notice-column-2: [118, 76, 194, 1542]
- notice-paragraph: 广西壮族自治区南宁市人民法院: [237, 529, 280, 534]
- notice-text: 本院受理原告诉被告合同纠纷一案，因你下落不明，依照《中华人民共和国民事诉讼法》第九十五条规定，向你公告送达起诉状副本、应诉通知书、举证通知书及开庭传票。自公告之日起经过三十日即视为送达。提出答辩状和举证的期限为公告送达期满后十五日内。本案定于举证期满后第三日上午九时在本院第一法庭公开开庭审理，逾期将依法缺席判决。本院受理原告诉被告合同纠纷一案，因你下落不明，依照《中华人民共和国民事诉讼法》第九十五条规定，向你公告送达起诉状副本、应诉通知书、举证通知书及开庭传票。自公告之日起经过三十日即视为送达。提出答辩状和举证的期限为公告送达期满后十五日内。本案定于举证期满后第三日上午九时在本院第一法庭公开开庭审理，逾期将依法缺席判决。本院受理原告诉被告合同纠纷一案，因你下落不明，依照《中华人民共和国民事诉讼法》第九十五条规定，向你公告送达起诉状副本、应诉通知书、举证通知书及开庭传票。自公告之日起经过三十日即视为送达。提出答辩状和举证的期限为公告送达期满后十五日内。本案定于举证期满后第三日上午九时在本院第一法庭公开开庭审理，逾期将依法缺席判决。: [206, 180, 279, 265]
- column-header: 公告专栏: [119, 77, 193, 90]
- notice-paragraph: 江苏省宿迁市人民法院: [77, 1235, 108, 1240]
- notice-text: 本院受理原告诉被告合同纠纷一案，因你下落不明，依照《中华人民共和国民事诉讼法》第九十五条规定，向你公告送达起诉状副本、应诉通知书、举证通知书及开庭传票。自公告之日起经过三十日即视为送达。提出答辩状和举证的期限为公告送达期满后十五日内。本案定于举证期满后第三日上午九时在本院第一法庭公开开庭审理，逾期将依法缺席判决。本院受理原告诉被告合同纠纷一案，因你下落不明，依照《中华人民共和国民事诉讼法》第九十五条规定，向你公告送达起诉状副本、应诉通知书、举证通知书及开庭传票。自公告之日起经过三十日即视为送达。提出答辩状和举证的期限为公告送达期满后十五日内。本案定于举证期满后第三日上午九时在本院第一法庭公开开庭审理，逾期将依法缺席判决。本院受理原告诉被告合同纠纷一案，因你下落不明，依照《中华人民共和国民事诉讼法》第九十五条规定，向你公告送达起诉状副本、应诉通知书、举证通知书及开庭传票。自公告之日起经过三十日即视为送达。提出答辩状和举证的期限为公告送达期满后十五日内。本案定于举证期满后第三日上午九时在本院第一法庭公开开庭审理，逾期将依法缺席判决。: [34, 92, 107, 176]
- notice-text: 本院受理原告诉被告合同纠纷一案，因你下落不明，依照《中华人民共和国民事诉讼法》第九十五条规定，向你公告送达起诉状副本、应诉通知书、举证通知书及开庭传票。自公告之日起经过三十日即视为送达。提出答辩状和举证的期限为公告送达期满后十五日内。本案定于举证期满后第三日上午九时在本院第一法庭公开开庭审理，逾期将依法缺席判决。本院受理原告诉被告合同纠纷一案，因你下落不明，依照《中华人民共和国民事诉讼法》第九十五条规定，向你公告送达起诉状副本、应诉通知书、举证通知书及开庭传票。自公告之日起经过三十日即视为送达。提出答辩状和举证的期限为公告送达期满后十五日内。本案定于举证期满后第三日上午九时在本院第一法庭公开开庭审理，逾期将依法缺席判决。本院受理原告诉被告合同纠纷一案，因你下落不明，依照《中华人民共和国民事诉讼法》第九十五条规定，向你公告送达起诉状副本、应诉通知书、举证通知书及开庭传票。自公告之日起经过三十日即视为送达。提出答辩状和举证的期限为公告送达期满后十五日内。本案定于举证期满后第三日上午九时在本院第一法庭公开开庭审理，逾期将依法缺席判决。: [122, 188, 190, 281]
- notice-text: 本院受理原告诉被告合同纠纷一案，因你下落不明，依照《中华人民共和国民事诉讼法》第九十五条规定，向你公告送达起诉状副本、应诉通知书、举证通知书及开庭传票。自公告之日起经过三十日即视为送达。提出答辩状和举证的期限为公告送达期满后十五日内。本案定于举证期满后第三日上午九时在本院第一法庭公开开庭审理，逾期将依法缺席判决。本院受理原告诉被告合同纠纷一案，因你下落不明，依照《中华人民共和国民事诉讼法》第九十五条规定，向你公告送达起诉状副本、应诉通知书、举证通知书及开庭传票。自公告之日起经过三十日即视为送达。提出答辩状和举证的期限为公告送达期满后十五日内。本案定于举证期满后第三日上午九时在本院第一法庭公开开庭审理，逾期将依法缺席判决。本院受理原告诉被告合同纠纷一案，因你下落不明，依照《中华人民共和国民事诉讼法》第九十五条规定，向你公告送达起诉状副本、应诉通知书、举证通知书及开庭传票。自公告之日起经过三十日即视为送达。提出答辩状和举证的期限为公告送达期满后十五日内。本案定于举证期满后第三日上午九时在本院第一法庭公开开庭审理，逾期将依法缺席判决。: [294, 1184, 370, 1265]
- notice-text: 本院受理原告诉被告合同纠纷一案，因你下落不明，依照《中华人民共和国民事诉讼法》第九十五条规定，向你公告送达起诉状副本、应诉通知书、举证通知书及开庭传票。自公告之日起经过三十日即视为送达。提出答辩状和举证的期限为公告送达期满后十五日内。本案定于举证期满后第三日上午九时在本院第一法庭公开开庭审理，逾期将依法缺席判决。本院受理原告诉被告合同纠纷一案，因你下落不明，依照《中华人民共和国民事诉讼法》第九十五条规定，向你公告送达起诉状副本、应诉通知书、举证通知书及开庭传票。自公告之日起经过三十日即视为送达。提出答辩状和举证的期限为公告送达期满后十五日内。本案定于举证期满后第三日上午九时在本院第一法庭公开开庭审理，逾期将依法缺席判决。本院受理原告诉被告合同纠纷一案，因你下落不明，依照《中华人民共和国民事诉讼法》第九十五条规定，向你公告送达起诉状副本、应诉通知书、举证通知书及开庭传票。自公告之日起经过三十日即视为送达。提出答辩状和举证的期限为公告送达期满后十五日内。本案定于举证期满后第三日上午九时在本院第一法庭公开开庭审理，逾期将依法缺席判决。: [34, 180, 107, 265]
- notice-text: 本院受理原告诉被告合同纠纷一案，因你下落不明，依照《中华人民共和国民事诉讼法》第九十五条规定，向你公告送达起诉状副本、应诉通知书、举证通知书及开庭传票。自公告之日起经过三十日即视为送达。提出答辩状和举证的期限为公告送达期满后十五日内。本案定于举证期满后第三日上午九时在本院第一法庭公开开庭审理，逾期将依法缺席判决。本院受理原告诉被告合同纠纷一案，因你下落不明，依照《中华人民共和国民事诉讼法》第九十五条规定，向你公告送达起诉状副本、应诉通知书、举证通知书及开庭传票。自公告之日起经过三十日即视为送达。提出答辩状和举证的期限为公告送达期满后十五日内。本案定于举证期满后第三日上午九时在本院第一法庭公开开庭审理，逾期将依法缺席判决。本院受理原告诉被告合同纠纷一案，因你下落不明，依照《中华人民共和国民事诉讼法》第九十五条规定，向你公告送达起诉状副本、应诉通知书、举证通知书及开庭传票。自公告之日起经过三十日即视为送达。提出答辩状和举证的期限为公告送达期满后十五日内。本案定于举证期满后第三日上午九时在本院第一法庭公开开庭审理，逾期将依法缺席判决。: [206, 445, 279, 529]
- notice-paragraph: 河南省郑州市人民法院: [159, 1247, 190, 1252]
- notice-paragraph: 吉林省长春市人民法院: [249, 352, 280, 357]
- notice-text: 本院受理原告诉被告合同纠纷一案，因你下落不明，依照《中华人民共和国民事诉讼法》第九十五条规定，向你公告送达起诉状副本、应诉通知书、举证通知书及开庭传票。自公告之日起经过三十日即视为送达。提出答辩状和举证的期限为公告送达期满后十五日内。本案定于举证期满后第三日上午九时在本院第一法庭公开开庭审理，逾期将依法缺席判决。本院受理原告诉被告合同纠纷一案，因你下落不明，依照《中华人民共和国民事诉讼法》第九十五条规定，向你公告送达起诉状副本、应诉通知书、举证通知书及开庭传票。自公告之日起经过三十日即视为送达。提出答辩状和举证的期限为公告送达期满后十五日内。本案定于举证期满后第三日上午九时在本院第一法庭公开开庭审理，逾期将依法缺席判决。本院受理原告诉被告合同纠纷一案，因你下落不明，依照《中华人民共和国民事诉讼法》第九十五条规定，向你公告送达起诉状副本、应诉通知书、举证通知书及开庭传票。自公告之日起经过三十日即视为送达。提出答辩状和举证的期限为公告送达期满后十五日内。本案定于举证期满后第三日上午九时在本院第一法庭公开开庭审理，逾期将依法缺席判决。: [294, 764, 370, 845]
- column-header: 公告专栏: [291, 77, 373, 90]
- notice-text: 本院受理原告诉被告合同纠纷一案，因你下落不明，依照《中华人民共和国民事诉讼法》第九十五条规定，向你公告送达起诉状副本、应诉通知书、举证通知书及开庭传票。自公告之日起经过三十日即视为送达。提出答辩状和举证的期限为公告送达期满后十五日内。本案定于举证期满后第三日上午九时在本院第一法庭公开开庭审理，逾期将依法缺席判决。本院受理原告诉被告合同纠纷一案，因你下落不明，依照《中华人民共和国民事诉讼法》第九十五条规定，向你公告送达起诉状副本、应诉通知书、举证通知书及开庭传票。自公告之日起经过三十日即视为送达。提出答辩状和举证的期限为公告送达期满后十五日内。本案定于举证期满后第三日上午九时在本院第一法庭公开开庭审理，逾期将依法缺席判决。本院受理原告诉被告合同纠纷一案，因你下落不明，依照《中华人民共和国民事诉讼法》第九十五条规定，向你公告送达起诉状副本、应诉通知书、举证通知书及开庭传票。自公告之日起经过三十日即视为送达。提出答辩状和举证的期限为公告送达期满后十五日内。本案定于举证期满后第三日上午九时在本院第一法庭公开开庭审理，逾期将依法缺席判决。: [122, 672, 190, 765]
- notice-paragraph: 减资公告: [357, 928, 370, 933]
- notice-paragraph: 江苏省徐州市人民法院: [77, 176, 108, 181]
- notice-text: 本院受理原告诉被告合同纠纷一案，因你下落不明，依照《中华人民共和国民事诉讼法》第九十五条规定，向你公告送达起诉状副本、应诉通知书、举证通知书及开庭传票。自公告之日起经过三十日即视为送达。提出答辩状和举证的期限为公告送达期满后十五日内。本案定于举证期满后第三日上午九时在本院第一法庭公开开庭审理，逾期将依法缺席判决。本院受理原告诉被告合同纠纷一案，因你下落不明，依照《中华人民共和国民事诉讼法》第九十五条规定，向你公告送达起诉状副本、应诉通知书、举证通知书及开庭传票。自公告之日起经过三十日即视为送达。提出答辩状和举证的期限为公告送达期满后十五日内。本案定于举证期满后第三日上午九时在本院第一法庭公开开庭审理，逾期将依法缺席判决。本院受理原告诉被告合同纠纷一案，因你下落不明，依照《中华人民共和国民事诉讼法》第九十五条规定，向你公告送达起诉状副本、应诉通知书、举证通知书及开庭传票。自公告之日起经过三十日即视为送达。提出答辩状和举证的期限为公告送达期满后十五日内。本案定于举证期满后第三日上午九时在本院第一法庭公开开庭审理，逾期将依法缺席判决。: [34, 1239, 107, 1324]
- notice-text: 本院受理原告诉被告合同纠纷一案，因你下落不明，依照《中华人民共和国民事诉讼法》第九十五条规定，向你公告送达起诉状副本、应诉通知书、举证通知书及开庭传票。自公告之日起经过三十日即视为送达。提出答辩状和举证的期限为公告送达期满后十五日内。本案定于举证期满后第三日上午九时在本院第一法庭公开开庭审理，逾期将依法缺席判决。本院受理原告诉被告合同纠纷一案，因你下落不明，依照《中华人民共和国民事诉讼法》第九十五条规定，向你公告送达起诉状副本、应诉通知书、举证通知书及开庭传票。自公告之日起经过三十日即视为送达。提出答辩状和举证的期限为公告送达期满后十五日内。本案定于举证期满后第三日上午九时在本院第一法庭公开开庭审理，逾期将依法缺席判决。本院受理原告诉被告合同纠纷一案，因你下落不明，依照《中华人民共和国民事诉讼法》第九十五条规定，向你公告送达起诉状副本、应诉通知书、举证通知书及开庭传票。自公告之日起经过三十日即视为送达。提出答辩状和举证的期限为公告送达期满后十五日内。本案定于举证期满后第三日上午九时在本院第一法庭公开开庭审理，逾期将依法缺席判决。: [206, 356, 279, 441]
- notice-paragraph: 辽宁省大连市人民法院: [249, 264, 280, 269]
- notice-text: 本院受理原告诉被告合同纠纷一案，因你下落不明，依照《中华人民共和国民事诉讼法》第九十五条规定，向你公告送达起诉状副本、应诉通知书、举证通知书及开庭传票。自公告之日起经过三十日即视为送达。提出答辩状和举证的期限为公告送达期满后十五日内。本案定于举证期满后第三日上午九时在本院第一法庭公开开庭审理，逾期将依法缺席判决。本院受理原告诉被告合同纠纷一案，因你下落不明，依照《中华人民共和国民事诉讼法》第九十五条规定，向你公告送达起诉状副本、应诉通知书、举证通知书及开庭传票。自公告之日起经过三十日即视为送达。提出答辩状和举证的期限为公告送达期满后十五日内。本案定于举证期满后第三日上午九时在本院第一法庭公开开庭审理，逾期将依法缺席判决。本院受理原告诉被告合同纠纷一案，因你下落不明，依照《中华人民共和国民事诉讼法》第九十五条规定，向你公告送达起诉状副本、应诉通知书、举证通知书及开庭传票。自公告之日起经过三十日即视为送达。提出答辩状和举证的期限为公告送达期满后十五日内。本案定于举证期满后第三日上午九时在本院第一法庭公开开庭审理，逾期将依法缺席判决。: [294, 92, 370, 172]
- notice-text: 本院受理原告诉被告合同纠纷一案，因你下落不明，依照《中华人民共和国民事诉讼法》第九十五条规定，向你公告送达起诉状副本、应诉通知书、举证通知书及开庭传票。自公告之日起经过三十日即视为送达。提出答辩状和举证的期限为公告送达期满后十五日内。本案定于举证期满后第三日上午九时在本院第一法庭公开开庭审理，逾期将依法缺席判决。本院受理原告诉被告合同纠纷一案，因你下落不明，依照《中华人民共和国民事诉讼法》第九十五条规定，向你公告送达起诉状副本、应诉通知书、举证通知书及开庭传票。自公告之日起经过三十日即视为送达。提出答辩状和举证的期限为公告送达期满后十五日内。本案定于举证期满后第三日上午九时在本院第一法庭公开开庭审理，逾期将依法缺席判决。本院受理原告诉被告合同纠纷一案，因你下落不明，依照《中华人民共和国民事诉讼法》第九十五条规定，向你公告送达起诉状副本、应诉通知书、举证通知书及开庭传票。自公告之日起经过三十日即视为送达。提出答辩状和举证的期限为公告送达期满后十五日内。本案定于举证期满后第三日上午九时在本院第一法庭公开开庭审理，逾期将依法缺席判决。: [294, 932, 370, 1013]
- notice-text: 本院受理原告诉被告合同纠纷一案，因你下落不明，依照《中华人民共和国民事诉讼法》第九十五条规定，向你公告送达起诉状副本、应诉通知书、举证通知书及开庭传票。自公告之日起经过三十日即视为送达。提出答辩状和举证的期限为公告送达期满后十五日内。本案定于举证期满后第三日上午九时在本院第一法庭公开开庭审理，逾期将依法缺席判决。本院受理原告诉被告合同纠纷一案，因你下落不明，依照《中华人民共和国民事诉讼法》第九十五条规定，向你公告送达起诉状副本、应诉通知书、举证通知书及开庭传票。自公告之日起经过三十日即视为送达。提出答辩状和举证的期限为公告送达期满后十五日内。本案定于举证期满后第三日上午九时在本院第一法庭公开开庭审理，逾期将依法缺席判决。本院受理原告诉被告合同纠纷一案，因你下落不明，依照《中华人民共和国民事诉讼法》第九十五条规定，向你公告送达起诉状副本、应诉通知书、举证通知书及开庭传票。自公告之日起经过三十日即视为送达。提出答辩状和举证的期限为公告送达期满后十五日内。本案定于举证期满后第三日上午九时在本院第一法庭公开开庭审理，逾期将依法缺席判决。: [122, 478, 190, 571]
- notice-text: 本院受理原告诉被告合同纠纷一案，因你下落不明，依照《中华人民共和国民事诉讼法》第九十五条规定，向你公告送达起诉状副本、应诉通知书、举证通知书及开庭传票。自公告之日起经过三十日即视为送达。提出答辩状和举证的期限为公告送达期满后十五日内。本案定于举证期满后第三日上午九时在本院第一法庭公开开庭审理，逾期将依法缺席判决。本院受理原告诉被告合同纠纷一案，因你下落不明，依照《中华人民共和国民事诉讼法》第九十五条规定，向你公告送达起诉状副本、应诉通知书、举证通知书及开庭传票。自公告之日起经过三十日即视为送达。提出答辩状和举证的期限为公告送达期满后十五日内。本案定于举证期满后第三日上午九时在本院第一法庭公开开庭审理，逾期将依法缺席判决。本院受理原告诉被告合同纠纷一案，因你下落不明，依照《中华人民共和国民事诉讼法》第九十五条规定，向你公告送达起诉状副本、应诉通知书、举证通知书及开庭传票。自公告之日起经过三十日即视为送达。提出答辩状和举证的期限为公告送达期满后十五日内。本案定于举证期满后第三日上午九时在本院第一法庭公开开庭审理，逾期将依法缺席判决。: [294, 512, 370, 592]
- notice-paragraph: 股权转让公告: [351, 676, 370, 681]
- notice-column-1: [30, 76, 112, 1505]
- notice-text: 本院受理原告诉被告合同纠纷一案，因你下落不明，依照《中华人民共和国民事诉讼法》第九十五条规定，向你公告送达起诉状副本、应诉通知书、举证通知书及开庭传票。自公告之日起经过三十日即视为送达。提出答辩状和举证的期限为公告送达期满后十五日内。本案定于举证期满后第三日上午九时在本院第一法庭公开开庭审理，逾期将依法缺席判决。本院受理原告诉被告合同纠纷一案，因你下落不明，依照《中华人民共和国民事诉讼法》第九十五条规定，向你公告送达起诉状副本、应诉通知书、举证通知书及开庭传票。自公告之日起经过三十日即视为送达。提出答辩状和举证的期限为公告送达期满后十五日内。本案定于举证期满后第三日上午九时在本院第一法庭公开开庭审理，逾期将依法缺席判决。本院受理原告诉被告合同纠纷一案，因你下落不明，依照《中华人民共和国民事诉讼法》第九十五条规定，向你公告送达起诉状副本、应诉通知书、举证通知书及开庭传票。自公告之日起经过三十日即视为送达。提出答辩状和举证的期限为公告送达期满后十五日内。本案定于举证期满后第三日上午九时在本院第一法庭公开开庭审理，逾期将依法缺席判决。: [122, 1058, 190, 1151]
- notice-text: 本院受理原告诉被告合同纠纷一案，因你下落不明，依照《中华人民共和国民事诉讼法》第九十五条规定，向你公告送达起诉状副本、应诉通知书、举证通知书及开庭传票。自公告之日起经过三十日即视为送达。提出答辩状和举证的期限为公告送达期满后十五日内。本案定于举证期满后第三日上午九时在本院第一法庭公开开庭审理，逾期将依法缺席判决。本院受理原告诉被告合同纠纷一案，因你下落不明，依照《中华人民共和国民事诉讼法》第九十五条规定，向你公告送达起诉状副本、应诉通知书、举证通知书及开庭传票。自公告之日起经过三十日即视为送达。提出答辩状和举证的期限为公告送达期满后十五日内。本案定于举证期满后第三日上午九时在本院第一法庭公开开庭审理，逾期将依法缺席判决。本院受理原告诉被告合同纠纷一案，因你下落不明，依照《中华人民共和国民事诉讼法》第九十五条规定，向你公告送达起诉状副本、应诉通知书、举证通知书及开庭传票。自公告之日起经过三十日即视为送达。提出答辩状和举证的期限为公告送达期满后十五日内。本案定于举证期满后第三日上午九时在本院第一法庭公开开庭审理，逾期将依法缺席判决。: [206, 92, 279, 176]
- notice-paragraph: 清算组公告: [354, 1012, 370, 1017]
- notice-text: 本院受理原告诉被告合同纠纷一案，因你下落不明，依照《中华人民共和国民事诉讼法》第九十五条规定，向你公告送达起诉状副本、应诉通知书、举证通知书及开庭传票。自公告之日起经过三十日即视为送达。提出答辩状和举证的期限为公告送达期满后十五日内。本案定于举证期满后第三日上午九时在本院第一法庭公开开庭审理，逾期将依法缺席判决。本院受理原告诉被告合同纠纷一案，因你下落不明，依照《中华人民共和国民事诉讼法》第九十五条规定，向你公告送达起诉状副本、应诉通知书、举证通知书及开庭传票。自公告之日起经过三十日即视为送达。提出答辩状和举证的期限为公告送达期满后十五日内。本案定于举证期满后第三日上午九时在本院第一法庭公开开庭审理，逾期将依法缺席判决。本院受理原告诉被告合同纠纷一案，因你下落不明，依照《中华人民共和国民事诉讼法》第九十五条规定，向你公告送达起诉状副本、应诉通知书、举证通知书及开庭传票。自公告之日起经过三十日即视为送达。提出答辩状和举证的期限为公告送达期满后十五日内。本案定于举证期满后第三日上午九时在本院第一法庭公开开庭审理，逾期将依法缺席判决。: [34, 268, 107, 353]
- notice-paragraph: 天津市第一中级人民法院: [74, 1323, 108, 1328]
- notice-paragraph: 江苏省南京市人民法院: [77, 264, 108, 269]
- notice-text: 本院受理原告诉被告合同纠纷一案，因你下落不明，依照《中华人民共和国民事诉讼法》第九十五条规定，向你公告送达起诉状副本、应诉通知书、举证通知书及开庭传票。自公告之日起经过三十日即视为送达。提出答辩状和举证的期限为公告送达期满后十五日内。本案定于举证期满后第三日上午九时在本院第一法庭公开开庭审理，逾期将依法缺席判决。本院受理原告诉被告合同纠纷一案，因你下落不明，依照《中华人民共和国民事诉讼法》第九十五条规定，向你公告送达起诉状副本、应诉通知书、举证通知书及开庭传票。自公告之日起经过三十日即视为送达。提出答辩状和举证的期限为公告送达期满后十五日内。本案定于举证期满后第三日上午九时在本院第一法庭公开开庭审理，逾期将依法缺席判决。本院受理原告诉被告合同纠纷一案，因你下落不明，依照《中华人民共和国民事诉讼法》第九十五条规定，向你公告送达起诉状副本、应诉通知书、举证通知书及开庭传票。自公告之日起经过三十日即视为送达。提出答辩状和举证的期限为公告送达期满后十五日内。本案定于举证期满后第三日上午九时在本院第一法庭公开开庭审理，逾期将依法缺席判决。: [34, 886, 107, 971]
- notice-text: 本院受理原告诉被告合同纠纷一案，因你下落不明，依照《中华人民共和国民事诉讼法》第九十五条规定，向你公告送达起诉状副本、应诉通知书、举证通知书及开庭传票。自公告之日起经过三十日即视为送达。提出答辩状和举证的期限为公告送达期满后十五日内。本案定于举证期满后第三日上午九时在本院第一法庭公开开庭审理，逾期将依法缺席判决。本院受理原告诉被告合同纠纷一案，因你下落不明，依照《中华人民共和国民事诉讼法》第九十五条规定，向你公告送达起诉状副本、应诉通知书、举证通知书及开庭传票。自公告之日起经过三十日即视为送达。提出答辩状和举证的期限为公告送达期满后十五日内。本案定于举证期满后第三日上午九时在本院第一法庭公开开庭审理，逾期将依法缺席判决。本院受理原告诉被告合同纠纷一案，因你下落不明，依照《中华人民共和国民事诉讼法》第九十五条规定，向你公告送达起诉状副本、应诉通知书、举证通知书及开庭传票。自公告之日起经过三十日即视为送达。提出答辩状和举证的期限为公告送达期满后十五日内。本案定于举证期满后第三日上午九时在本院第一法庭公开开庭审理，逾期将依法缺席判决。: [34, 1327, 107, 1412]
- notice-paragraph: 合并公告: [357, 424, 370, 429]
- notice-text: 本院受理原告诉被告合同纠纷一案，因你下落不明，依照《中华人民共和国民事诉讼法》第九十五条规定，向你公告送达起诉状副本、应诉通知书、举证通知书及开庭传票。自公告之日起经过三十日即视为送达。提出答辩状和举证的期限为公告送达期满后十五日内。本案定于举证期满后第三日上午九时在本院第一法庭公开开庭审理，逾期将依法缺席判决。本院受理原告诉被告合同纠纷一案，因你下落不明，依照《中华人民共和国民事诉讼法》第九十五条规定，向你公告送达起诉状副本、应诉通知书、举证通知书及开庭传票。自公告之日起经过三十日即视为送达。提出答辩状和举证的期限为公告送达期满后十五日内。本案定于举证期满后第三日上午九时在本院第一法庭公开开庭审理，逾期将依法缺席判决。本院受理原告诉被告合同纠纷一案，因你下落不明，依照《中华人民共和国民事诉讼法》第九十五条规定，向你公告送达起诉状副本、应诉通知书、举证通知书及开庭传票。自公告之日起经过三十日即视为送达。提出答辩状和举证的期限为公告送达期满后十五日内。本案定于举证期满后第三日上午九时在本院第一法庭公开开庭审理，逾期将依法缺席判决。: [294, 344, 370, 424]
- notice-text: 本院受理原告诉被告合同纠纷一案，因你下落不明，依照《中华人民共和国民事诉讼法》第九十五条规定，向你公告送达起诉状副本、应诉通知书、举证通知书及开庭传票。自公告之日起经过三十日即视为送达。提出答辩状和举证的期限为公告送达期满后十五日内。本案定于举证期满后第三日上午九时在本院第一法庭公开开庭审理，逾期将依法缺席判决。本院受理原告诉被告合同纠纷一案，因你下落不明，依照《中华人民共和国民事诉讼法》第九十五条规定，向你公告送达起诉状副本、应诉通知书、举证通知书及开庭传票。自公告之日起经过三十日即视为送达。提出答辩状和举证的期限为公告送达期满后十五日内。本案定于举证期满后第三日上午九时在本院第一法庭公开开庭审理，逾期将依法缺席判决。本院受理原告诉被告合同纠纷一案，因你下落不明，依照《中华人民共和国民事诉讼法》第九十五条规定，向你公告送达起诉状副本、应诉通知书、举证通知书及开庭传票。自公告之日起经过三十日即视为送达。提出答辩状和举证的期限为公告送达期满后十五日内。本案定于举证期满后第三日上午九时在本院第一法庭公开开庭审理，逾期将依法缺席判决。: [34, 974, 107, 1059]
- notice-text: 本院受理原告诉被告合同纠纷一案，因你下落不明，依照《中华人民共和国民事诉讼法》第九十五条规定，向你公告送达起诉状副本、应诉通知书、举证通知书及开庭传票。自公告之日起经过三十日即视为送达。提出答辩状和举证的期限为公告送达期满后十五日内。本案定于举证期满后第三日上午九时在本院第一法庭公开开庭审理，逾期将依法缺席判决。本院受理原告诉被告合同纠纷一案，因你下落不明，依照《中华人民共和国民事诉讼法》第九十五条规定，向你公告送达起诉状副本、应诉通知书、举证通知书及开庭传票。自公告之日起经过三十日即视为送达。提出答辩状和举证的期限为公告送达期满后十五日内。本案定于举证期满后第三日上午九时在本院第一法庭公开开庭审理，逾期将依法缺席判决。本院受理原告诉被告合同纠纷一案，因你下落不明，依照《中华人民共和国民事诉讼法》第九十五条规定，向你公告送达起诉状副本、应诉通知书、举证通知书及开庭传票。自公告之日起经过三十日即视为送达。提出答辩状和举证的期限为公告送达期满后十五日内。本案定于举证期满后第三日上午九时在本院第一法庭公开开庭审理，逾期将依法缺席判决。: [34, 1062, 107, 1147]
- notice-paragraph: 江苏省淮安市人民法院: [77, 793, 108, 798]
- notice-paragraph: 浙江省宁波市人民法院: [159, 377, 190, 382]
- column-title-2: 2/3 中缝: [130, 48, 184, 63]
- notice-paragraph: 云南省昆明市人民法院: [249, 617, 280, 622]
- notice-text: 本院受理原告诉被告合同纠纷一案，因你下落不明，依照《中华人民共和国民事诉讼法》第九十五条规定，向你公告送达起诉状副本、应诉通知书、举证通知书及开庭传票。自公告之日起经过三十日即视为送达。提出答辩状和举证的期限为公告送达期满后十五日内。本案定于举证期满后第三日上午九时在本院第一法庭公开开庭审理，逾期将依法缺席判决。本院受理原告诉被告合同纠纷一案，因你下落不明，依照《中华人民共和国民事诉讼法》第九十五条规定，向你公告送达起诉状副本、应诉通知书、举证通知书及开庭传票。自公告之日起经过三十日即视为送达。提出答辩状和举证的期限为公告送达期满后十五日内。本案定于举证期满后第三日上午九时在本院第一法庭公开开庭审理，逾期将依法缺席判决。本院受理原告诉被告合同纠纷一案，因你下落不明，依照《中华人民共和国民事诉讼法》第九十五条规定，向你公告送达起诉状副本、应诉通知书、举证通知书及开庭传票。自公告之日起经过三十日即视为送达。提出答辩状和举证的期限为公告送达期满后十五日内。本案定于举证期满后第三日上午九时在本院第一法庭公开开庭审理，逾期将依法缺席判决。: [122, 1348, 190, 1441]
- column-body: [203, 90, 283, 1241]
